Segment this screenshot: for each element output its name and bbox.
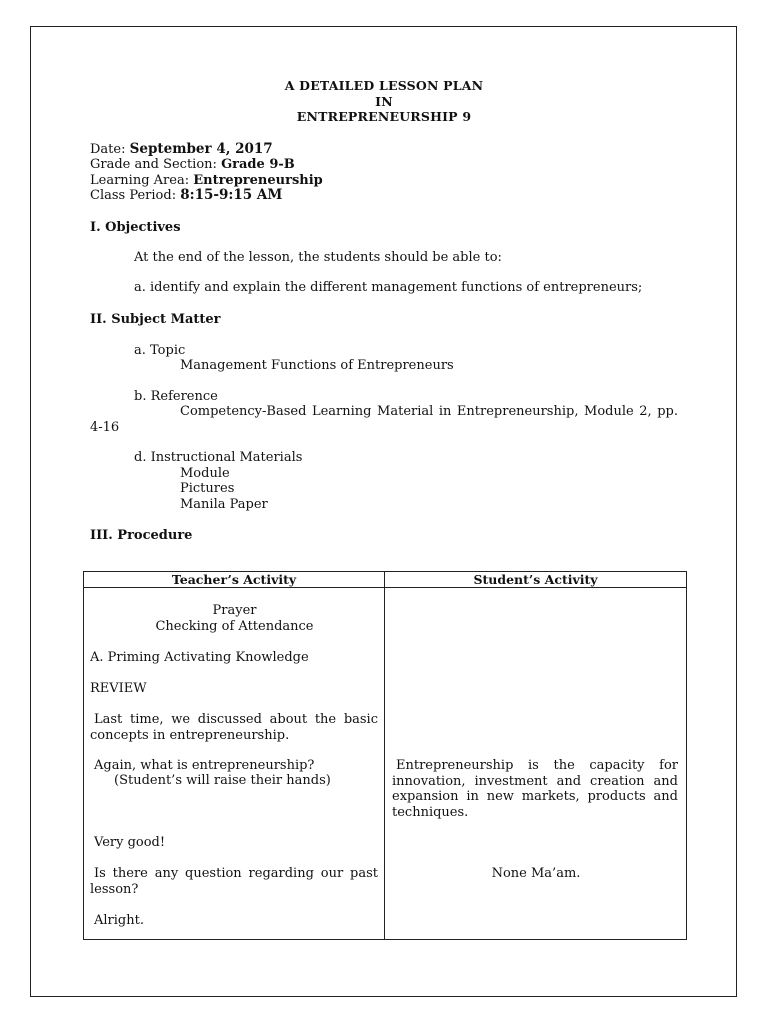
teacher-activity-header: Teacher’s Activity: [84, 572, 385, 588]
period-row: [90, 188, 678, 204]
period-label: Class Period:: [90, 188, 181, 203]
date-label: Date:: [90, 141, 130, 157]
materials-label: d. Instructional Materials: [134, 450, 303, 465]
definition-text: Entrepreneurship is the capacity for innovation, investment and creation and expansion in new markets, products and techniques.: [392, 758, 678, 820]
procedure-table: [83, 571, 687, 940]
priming-text: A. Priming Activating Knowledge: [90, 650, 309, 665]
last-time-text: Last time, we discussed about the basic concepts in entrepreneurship.: [90, 712, 378, 743]
subject-matter-heading: II. Subject Matter: [90, 311, 221, 327]
material-item: Module: [180, 465, 230, 481]
table-row: [84, 588, 687, 940]
date-value: September 4, 2017: [129, 140, 273, 157]
reference-value: Competency-Based Learning Material in Entrepreneurship, Module 2, pp. 4-16: [90, 404, 678, 435]
title-line-3: ENTREPRENEURSHIP 9: [296, 109, 472, 124]
teacher-activity-cell: [84, 588, 385, 940]
title-line-2: IN: [375, 93, 393, 109]
grade-row: [90, 157, 678, 173]
area-value: Entrepreneurship: [193, 172, 323, 188]
material-item: Manila Paper: [180, 496, 268, 512]
material-item: Pictures: [180, 481, 235, 496]
procedure-heading: III. Procedure: [90, 528, 193, 543]
question-text: Is there any question regarding our past lesson?: [90, 866, 378, 897]
objective-item-a: a. identify and explain the different management functions of entrepreneurs;: [134, 280, 643, 295]
attendance-text: Checking of Attendance: [155, 619, 314, 634]
student-activity-header: Student’s Activity: [385, 572, 687, 588]
very-good-text: Very good!: [94, 835, 166, 850]
table-header-row: [84, 572, 687, 588]
period-value: 8:15-9:15 AM: [180, 187, 283, 203]
lesson-plan-content: [90, 78, 678, 543]
prayer-text: Prayer: [212, 603, 257, 618]
lesson-meta: [90, 142, 678, 204]
none-text: None Ma’am.: [491, 866, 581, 881]
area-label: Learning Area:: [90, 172, 194, 188]
document-title: [90, 78, 678, 125]
title-line-1: A DETAILED LESSON PLAN: [284, 78, 484, 93]
again-question-text: Again, what is entrepreneurship?: [94, 758, 315, 773]
topic-label: a. Topic: [134, 342, 186, 358]
date-row: [90, 142, 678, 158]
reference-label: b. Reference: [134, 388, 218, 404]
raise-hands-text: (Student’s will raise their hands): [114, 773, 331, 788]
student-activity-cell: [385, 588, 687, 940]
topic-value: Management Functions of Entrepreneurs: [180, 358, 454, 373]
area-row: [90, 173, 678, 189]
grade-value: Grade 9-B: [221, 157, 295, 172]
grade-label: Grade and Section:: [90, 157, 222, 172]
objectives-heading: I. Objectives: [90, 219, 181, 235]
alright-text: Alright.: [94, 913, 144, 928]
objectives-intro: At the end of the lesson, the students should be able to:: [134, 249, 502, 265]
review-text: REVIEW: [90, 681, 147, 696]
